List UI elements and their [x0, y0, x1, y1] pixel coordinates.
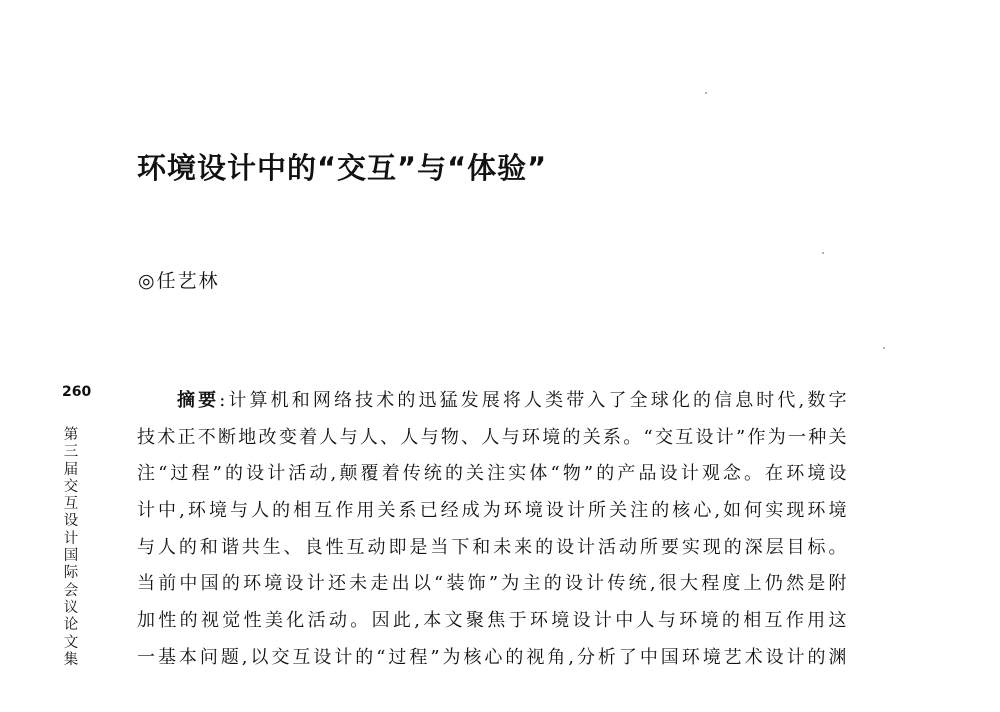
abstract-line: 注“过程”的设计活动,颠覆着传统的关注实体“物”的产品设计观念。在环境设 [137, 463, 847, 485]
abstract-line [137, 386, 847, 423]
abstract-paragraph [137, 386, 847, 680]
abstract-line: 加性的视觉性美化活动。因此,本文聚焦于环境设计中人与环境的相互作用这 [137, 610, 847, 632]
running-title-vertical: 第三届交互设计国际会议论文集 [63, 427, 79, 668]
abstract-line: 计中,环境与人的相互作用关系已经成为环境设计所关注的核心,如何实现环境 [137, 500, 847, 522]
paper-title: 环境设计中的“交互”与“体验” [137, 151, 548, 185]
abstract-line: 技术正不断地改变着人与人、人与物、人与环境的关系。“交互设计”作为一种关 [137, 426, 847, 448]
abstract-line: 一基本问题,以交互设计的“过程”为核心的视角,分析了中国环境艺术设计的渊 [137, 646, 847, 668]
abstract-line: 与人的和谐共生、良性互动即是当下和未来的设计活动所要实现的深层目标。 [137, 536, 847, 558]
scan-speck [705, 92, 707, 94]
scan-speck [822, 252, 824, 254]
page-number: 260 [62, 384, 92, 400]
abstract-label: 摘要 [177, 390, 220, 411]
abstract-line: 当前中国的环境设计还未走出以“装饰”为主的设计传统,很大程度上仍然是附 [137, 573, 847, 595]
scan-speck [883, 347, 885, 349]
abstract-line-text: :计算机和网络技术的迅猛发展将人类带入了全球化的信息时代,数字 [219, 390, 847, 411]
author-name: ◎任艺林 [138, 270, 220, 292]
